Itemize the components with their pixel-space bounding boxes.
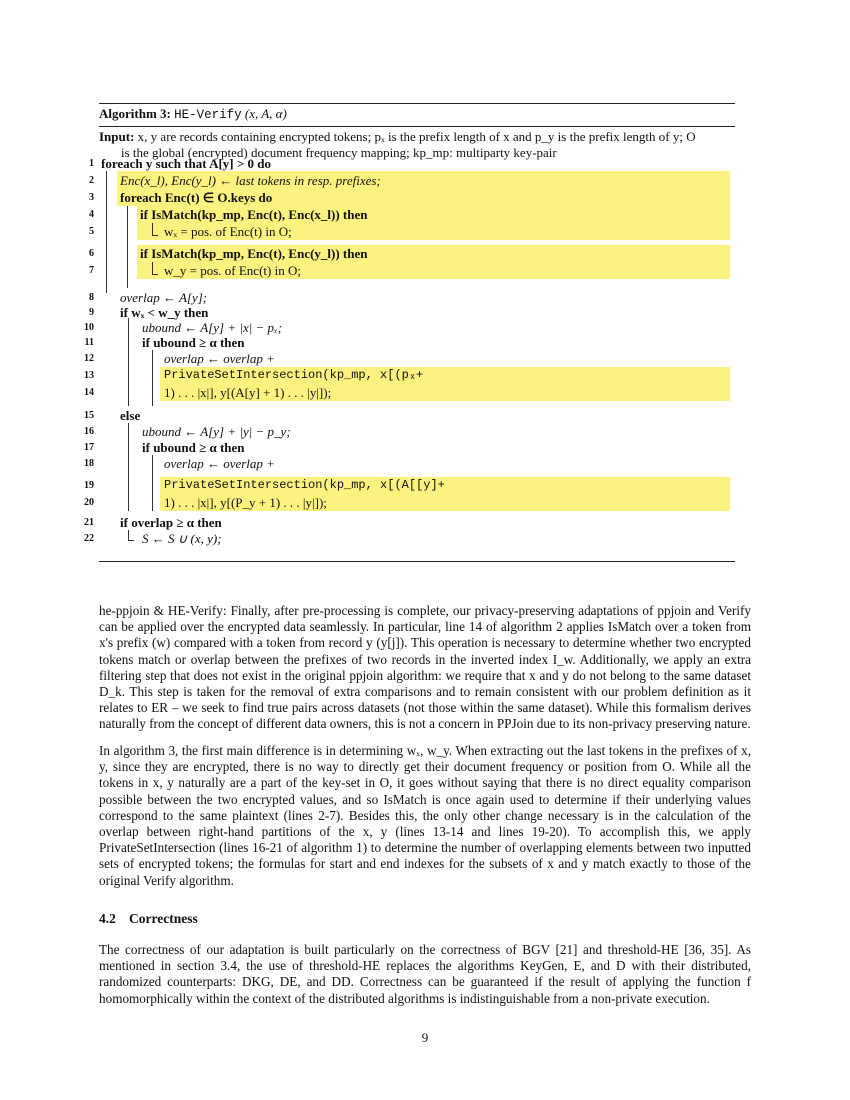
algorithm-line: 1) . . . |x|], y[(A[y] + 1) . . . |y|]); <box>164 385 332 400</box>
algorithm-line: w_y = pos. of Enc(t) in O; <box>164 263 301 278</box>
algorithm-line: foreach Enc(t) ∈ O.keys do <box>120 190 273 205</box>
line-number: 10 <box>84 322 94 333</box>
line-number: 2 <box>89 175 94 186</box>
algorithm-name: HE-Verify <box>174 108 242 122</box>
indent-bar <box>152 455 153 511</box>
line-number: 7 <box>89 265 94 276</box>
indent-bar <box>106 171 107 293</box>
algorithm-line: overlap ← overlap + <box>164 456 275 471</box>
line-number: 8 <box>89 292 94 303</box>
line-number: 17 <box>84 442 94 453</box>
indent-bar <box>127 206 128 288</box>
line-number: 12 <box>84 353 94 364</box>
indent-bar <box>128 530 129 540</box>
section-heading <box>99 911 198 927</box>
algorithm-line: if ubound ≥ α then <box>142 440 245 455</box>
section-number: 4.2 <box>99 911 116 926</box>
algorithm-line: Enc(x_l), Enc(y_l) ← last tokens in resp. prefixes; <box>120 173 381 188</box>
algorithm-line: 1) . . . |x|], y[(P_y + 1) . . . |y|]); <box>164 495 327 510</box>
line-number: 19 <box>84 480 94 491</box>
line-number: 9 <box>89 307 94 318</box>
algorithm-line: ubound ← A[y] + |y| − p_y; <box>142 424 291 439</box>
algorithm-line: if ubound ≥ α then <box>142 335 245 350</box>
input-text-2: is the global (encrypted) document frequency mapping; kp_mp: multiparty key-pair <box>121 145 557 160</box>
algorithm-title <box>99 104 735 124</box>
algorithm-line: wₓ = pos. of Enc(t) in O; <box>164 224 292 239</box>
line-number: 21 <box>84 517 94 528</box>
input-label: Input: <box>99 129 135 144</box>
input-text-1: x, y are records containing encrypted tokens; pₓ is the prefix length of x and p_y is the prefix length of y; O <box>137 129 696 144</box>
algorithm-line: if overlap ≥ α then <box>120 515 222 530</box>
indent-tick <box>152 235 158 236</box>
algorithm-line: foreach y such that A[y] > 0 do <box>101 156 272 171</box>
line-number: 6 <box>89 248 94 259</box>
line-number: 20 <box>84 497 94 508</box>
algorithm-line: else <box>120 408 141 423</box>
algorithm-box <box>99 103 735 161</box>
algorithm-line: PrivateSetIntersection(kp_mp, x[(A[[y]+ <box>164 478 445 492</box>
line-number: 13 <box>84 370 94 381</box>
page-number: 9 <box>421 1030 429 1045</box>
indent-bar <box>152 262 153 274</box>
line-number: 14 <box>84 387 94 398</box>
indent-bar <box>128 318 129 406</box>
algorithm-line: PrivateSetIntersection(kp_mp, x[(pₓ+ <box>164 368 424 382</box>
line-number: 5 <box>89 226 94 237</box>
indent-bar <box>152 350 153 406</box>
algorithm-label: Algorithm 3: <box>99 106 171 121</box>
algorithm-line: if IsMatch(kp_mp, Enc(t), Enc(x_l)) then <box>140 207 368 222</box>
algorithm-line: if IsMatch(kp_mp, Enc(t), Enc(y_l)) then <box>140 246 368 261</box>
indent-bar <box>152 223 153 235</box>
indent-bar <box>128 423 129 511</box>
line-number: 22 <box>84 533 94 544</box>
line-number: 3 <box>89 192 94 203</box>
indent-tick <box>152 274 158 275</box>
algorithm-mid-rule <box>99 126 735 127</box>
line-number: 11 <box>84 337 94 348</box>
algorithm-bottom-rule <box>99 561 735 562</box>
algorithm-line: if wₓ < w_y then <box>120 305 209 320</box>
algorithm-line: ubound ← A[y] + |x| − pₓ; <box>142 320 283 335</box>
paragraph-correctness: The correctness of our adaptation is built particularly on the correctness of BGV [21] and threshold-HE [36, 35]. As mentioned in section 3.4, the use of threshold-HE replaces the algorithms KeyGen, E, and D with their distributed, randomized counterparts: DKG, DE, and DD. Correctness can be guaranteed if the result of applying the function f homomorphically within the context of the distributed algorithms is indistinguishable from a non-private execution. <box>99 942 751 1006</box>
indent-tick <box>128 540 134 541</box>
paragraph-algorithm-3: In algorithm 3, the first main difference is in determining wₓ, w_y. When extracting out the last tokens in the prefixes of x, y, since they are encrypted, there is no way to directly get their document frequency or position from O. While all the tokens in x, y naturally are a part of the key-set in O, it goes without saying that there is no direct equality comparison possible between the two encrypted values, and so IsMatch is once again used to determine if their underlying values correspond to the same plaintext (lines 2-7). Besides this, the only other change necessary is in the calculation of the overlap between right-hand partitions of the x, y (lines 13-14 and lines 19-20). To accomplish this, we apply PrivateSetIntersection (lines 16-21 of algorithm 1) to determine the number of overlapping elements between two inputted sets of encrypted tokens; the formulas for start and end indexes for the subsets of x and y match exactly to those of the original Verify algorithm. <box>99 743 751 888</box>
line-number: 16 <box>84 426 94 437</box>
algorithm-line: S ← S ∪ (x, y); <box>142 531 222 546</box>
algorithm-args: (x, A, α) <box>244 106 287 121</box>
line-number: 1 <box>89 158 94 169</box>
algorithm-line: overlap ← overlap + <box>164 351 275 366</box>
line-number: 18 <box>84 458 94 469</box>
line-number: 4 <box>89 209 94 220</box>
line-number: 15 <box>84 410 94 421</box>
algorithm-line: overlap ← A[y]; <box>120 290 208 305</box>
paragraph-he-ppjoin: he-ppjoin & HE-Verify: Finally, after pre-processing is complete, our privacy-preserving adaptations of ppjoin and Verify can be applied over the encrypted data seamlessly. In particular, line 14 of algorithm 2 applies IsMatch over a token from x's prefix (w) compared with a token from record y (y[j]). This operation is necessary to determine whether two encrypted tokens match or overlap between the prefixes of two records in the inverted index I_w. Additionally, we apply an extra filtering step that does not exist in the original ppjoin algorithm: we require that x and y do not belong to the same dataset D_k. This step is taken for the removal of extra comparisons and to remain consistent with our problem definition as it relates to ER – we seek to find true pairs across datasets (not those within the same dataset). While this formalism derives naturally from the concept of different data owners, this is not a concern in PPJoin due to its non-privacy preserving nature. <box>99 603 751 732</box>
section-title: Correctness <box>129 911 198 926</box>
